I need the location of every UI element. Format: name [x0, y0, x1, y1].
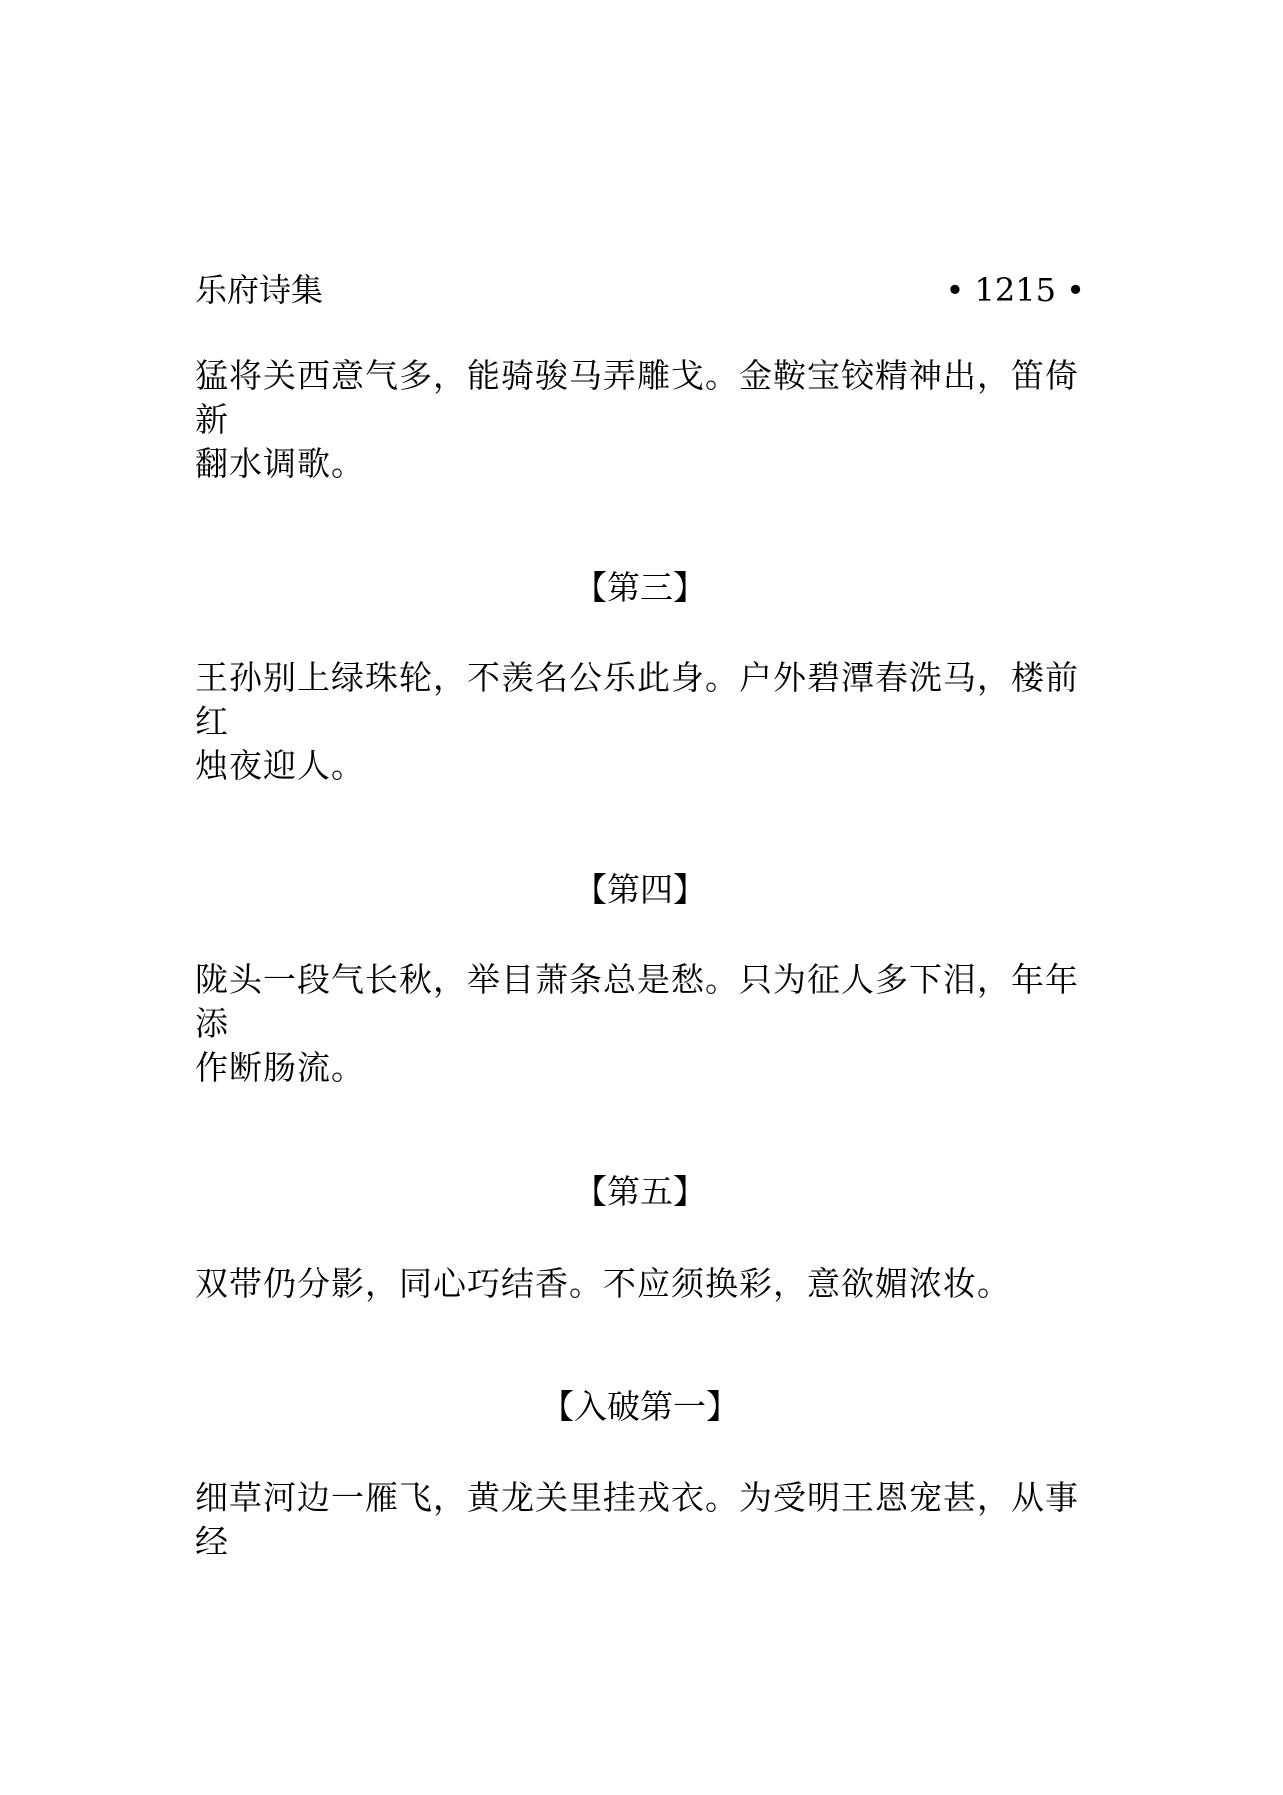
poem-text-4: 陇头一段气长秋，举目萧条总是愁。只为征人多下泪，年年添 作断肠流。 — [195, 960, 1079, 1087]
poem-text-3: 王孙别上绿珠轮，不羡名公乐此身。户外碧潭春洗马，楼前红 烛夜迎人。 — [195, 658, 1079, 785]
book-title: 乐府诗集 — [195, 271, 324, 309]
running-header — [195, 268, 1085, 312]
section-heading-4: 【第四】 — [574, 870, 706, 909]
poem-text-5: 双带仍分影，同心巧结香。不应须换彩，意欲媚浓妆。 — [195, 1264, 1011, 1303]
poem-text-rupo-1: 细草河边一雁飞，黄龙关里挂戎衣。为受明王恩宠甚，从事经 — [195, 1478, 1079, 1561]
section-heading-rupo-1: 【入破第一】 — [541, 1387, 739, 1426]
section-heading-5: 【第五】 — [574, 1172, 706, 1211]
poem-text-1: 猛将关西意气多，能骑骏马弄雕戈。金鞍宝铰精神出，笛倚新 翻水调歌。 — [195, 356, 1079, 483]
page-number: • 1215 • — [945, 271, 1085, 309]
section-heading-3: 【第三】 — [574, 568, 706, 607]
